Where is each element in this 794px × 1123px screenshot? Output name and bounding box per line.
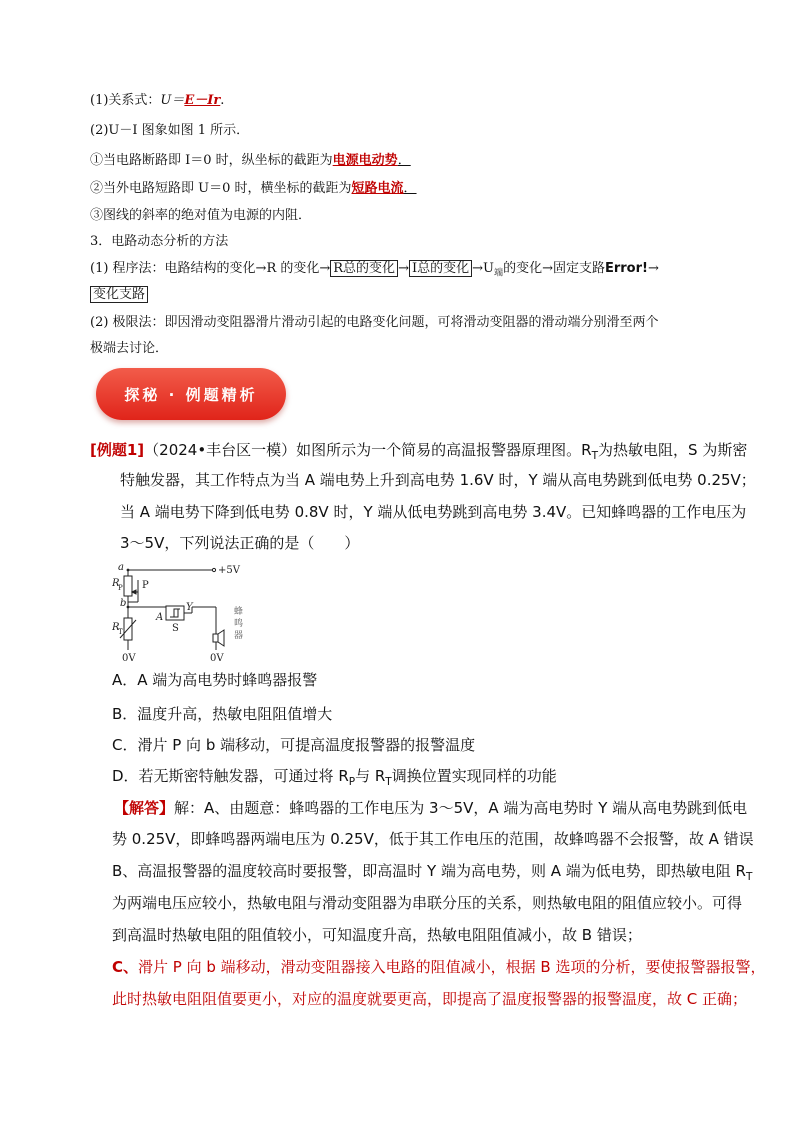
answer-a3: B、高温报警器的温度较高时要报警，即高温时 Y 端为高电势，则 A 端为低电势，即热敏电阻 R [112, 862, 746, 880]
relation-formula: U＝ [160, 93, 185, 108]
example-q1-sub: T [591, 450, 599, 462]
option-c: C．滑片 P 向 b 端移动，可提高温度报警器的报警温度 [112, 736, 476, 754]
answer-line-4: 为两端电压应较小，热敏电阻与滑动变阻器为串联分压的关系，则热敏电阻的阻值应较小。可得 [112, 894, 743, 912]
schmitt-symbol-2 [172, 609, 178, 617]
option-d-rest: 调换位置实现同样的功能 [391, 767, 557, 785]
rp-resistor [124, 576, 132, 596]
answer-line-2: 势 0.25V，即蜂鸣器两端电压为 0.25V，低于其工作电压的范围，故蜂鸣器不会报警，故 A 错误 [112, 830, 754, 848]
rp-label: R [112, 578, 120, 589]
slope-line: ③图线的斜率的绝对值为电源的内阻． [90, 208, 312, 223]
example-question-line-3: 当 A 端电势下降到低电势 0.8V 时，Y 端从低电势跳到高电势 3.4V。已知蜂鸣器的工作电压为 [120, 503, 747, 521]
limit-method-line-2: 极端去讨论． [90, 341, 169, 356]
supply-label: +5V [218, 565, 240, 576]
ui-graph-line: (2)U－I 图象如图 1 所示． [90, 123, 250, 138]
short-circuit-line [90, 180, 417, 198]
example-q1: （2024•丰台区一模）如图所示为一个简易的高温报警器原理图。R [144, 441, 592, 459]
pin-y-label: Y [186, 602, 193, 613]
example-question-line-4: 3～5V，下列说法正确的是（ ） [120, 534, 360, 552]
pin-a-label: A [156, 612, 164, 623]
procedure-end-arrow: → [647, 261, 659, 276]
answer-a1: 解：A、由题意：蜂鸣器的工作电压为 3～5V，A 端为高电势时 Y 端从高电势跳到低电 [174, 799, 748, 817]
changing-branch-box: 变化支路 [90, 286, 148, 303]
open-circuit-answer: 电源电动势 [332, 153, 398, 168]
error-text: Error! [604, 261, 648, 276]
procedure-u-sub: 端 [493, 268, 504, 279]
example-banner [96, 368, 286, 420]
option-d-sub1: P [348, 776, 356, 788]
relation-end: . [220, 93, 225, 108]
example-question-line-2: 特触发器，其工作特点为当 A 端电势上升到高电势 1.6V 时，Y 端从高电势跳到低电势 0.25V； [120, 471, 756, 489]
short-circuit-end: ． [403, 181, 417, 196]
answer-line-5: 到高温时热敏电阻的阻值较小，可知温度升高，热敏电阻阻值减小，故 B 错误； [112, 926, 642, 944]
supply-terminal [212, 568, 215, 571]
open-circuit-end: ． [397, 153, 411, 168]
procedure-prefix: (1) 程序法：电路结构的变化→R 的变化→ [90, 261, 331, 276]
node-a-dot [127, 569, 130, 572]
node-b-label: b [120, 598, 127, 609]
procedure-arrow: → [398, 261, 409, 276]
procedure-u: →U [472, 261, 494, 276]
ground-label-2: 0V [210, 653, 224, 664]
ground-label-1: 0V [122, 653, 136, 664]
short-circuit-prefix: ②当外电路短路即 U＝0 时，横坐标的截距为 [90, 181, 352, 196]
alarm-circuit-diagram [112, 562, 292, 666]
changing-branch-line [90, 286, 148, 304]
buzzer-horn [218, 630, 224, 646]
answer-tag: 【解答】 [114, 799, 175, 817]
answer-line-1 [114, 798, 747, 818]
answer-a6: 滑片 P 向 b 端移动，滑动变阻器接入电路的阻值减小，根据 B 选项的分析，要使报警器报警， [138, 958, 766, 976]
option-b: B．温度升高，热敏电阻阻值增大 [112, 705, 333, 723]
dynamic-analysis-heading: 3．电路动态分析的方法 [90, 234, 229, 249]
node-a-label: a [118, 562, 124, 573]
buzzer-char-3: 器 [234, 631, 244, 641]
rt-label: R [112, 622, 120, 633]
relation-line [90, 92, 224, 110]
total-current-box: I总的变化 [409, 260, 472, 277]
slider-arrow [132, 590, 136, 594]
gate-label: S [172, 623, 179, 634]
example-question-line-1 [90, 440, 747, 466]
example-q1-rest: 为热敏电阻，S 为斯密 [598, 441, 748, 459]
open-circuit-prefix: ①当电路断路即 I＝0 时，纵坐标的截距为 [90, 153, 333, 168]
buzzer-char-1: 蜂 [234, 607, 244, 617]
answer-a3-sub: T [745, 871, 753, 883]
buzzer-body [213, 634, 218, 642]
option-d-sub2: T [385, 776, 392, 788]
example-label: [例题1] [90, 441, 145, 459]
answer-line-6 [112, 957, 766, 977]
total-resistance-box: R总的变化 [330, 260, 398, 277]
slider-spacer [128, 580, 138, 584]
node-b-dot [127, 606, 130, 609]
option-d-mid: 与 R [355, 767, 386, 785]
option-a: A．A 端为高电势时蜂鸣器报警 [112, 671, 318, 689]
schmitt-trigger-box [166, 606, 184, 620]
option-d-prefix: D．若无斯密特触发器，可通过将 R [112, 767, 349, 785]
rp-sub-label: P [118, 584, 123, 592]
relation-prefix: (1)关系式： [90, 93, 161, 108]
option-d [112, 766, 557, 792]
limit-method-line: (2) 极限法：即因滑动变阻器滑片滑动引起的电路变化问题，可将滑动变阻器的滑动端分别滑至两个 [90, 315, 659, 330]
procedure-method-line [90, 260, 659, 283]
buzzer-char-2: 鸣 [234, 619, 244, 629]
slider-label: P [142, 580, 149, 591]
answer-line-7: 此时热敏电阻阻值要更小，对应的温度就要更高，即提高了温度报警器的报警温度，故 C 正确； [112, 990, 748, 1008]
open-circuit-line [90, 152, 411, 170]
answer-line-3 [112, 861, 752, 887]
short-circuit-answer: 短路电流 [351, 181, 404, 196]
procedure-rest: 的变化→固定支路 [503, 261, 605, 276]
example-banner-label: 探秘 · 例题精析 [124, 385, 258, 404]
relation-answer: E－Ir [184, 93, 221, 108]
answer-c-lead: C、 [112, 958, 139, 976]
rt-sub-label: T [118, 628, 123, 636]
